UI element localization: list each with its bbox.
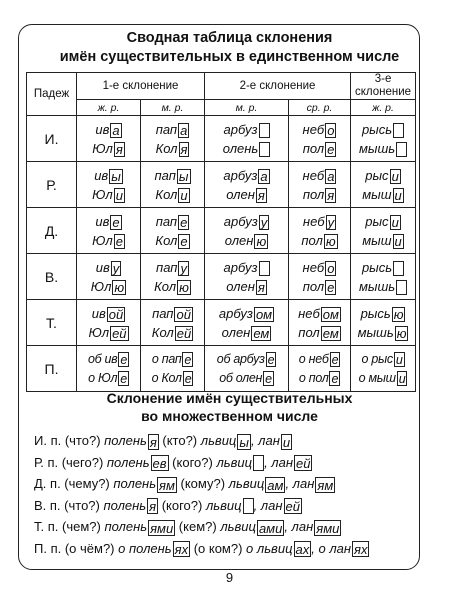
- word-form: [77, 166, 140, 185]
- ending-box: ам: [267, 477, 284, 493]
- word-stem: , лан: [264, 454, 294, 470]
- case-question: (кого?): [158, 497, 206, 513]
- word-cell: [141, 254, 205, 300]
- word-stem: неб: [302, 121, 325, 137]
- ending-box: [259, 123, 270, 138]
- ending-box: и: [391, 168, 399, 184]
- case-question: Р. п. (чего?): [34, 454, 107, 470]
- word-stem: Кол: [155, 186, 178, 202]
- word-stem: арбуз: [223, 213, 258, 229]
- word-stem: львиц: [228, 476, 265, 491]
- case-question: И. п. (что?): [34, 433, 105, 448]
- word-form: [351, 323, 415, 342]
- ending-box: и: [391, 214, 399, 230]
- ending-box: ах: [295, 542, 310, 558]
- ending-box: ю: [396, 325, 407, 341]
- word-form: [205, 369, 288, 388]
- word-form: [205, 166, 288, 185]
- ending-box: ой: [176, 306, 191, 322]
- word-stem: рыс: [365, 213, 389, 229]
- word-cell: [289, 162, 351, 208]
- word-form: [77, 258, 140, 277]
- word-form: [141, 212, 204, 231]
- ending-box: а: [180, 122, 188, 138]
- word-stem: о рыс: [361, 351, 393, 366]
- decl1-header: 1-е склонение: [77, 73, 205, 100]
- word-form: [289, 369, 350, 388]
- ending-box: [253, 455, 264, 471]
- ending-box: ом: [255, 306, 273, 322]
- word-form: [351, 231, 415, 250]
- gender-header: ж. р.: [77, 100, 141, 116]
- ending-box: е: [184, 352, 192, 367]
- word-form: [205, 231, 288, 250]
- plural-line: [34, 516, 414, 538]
- ending-box: о: [327, 122, 335, 138]
- ending-box: ев: [152, 456, 167, 472]
- ending-box: ем: [253, 325, 270, 341]
- word-stem: рысь: [360, 305, 391, 321]
- word-cell: [205, 254, 289, 300]
- ending-box: е: [180, 214, 188, 230]
- ending-box: ю: [325, 233, 336, 249]
- word-cell: [141, 208, 205, 254]
- word-stem: олен: [221, 324, 251, 340]
- word-cell: [77, 208, 141, 254]
- word-stem: , о лан: [311, 540, 352, 556]
- case-question: Т. п. (чем?): [34, 519, 105, 534]
- case-label: В.: [27, 254, 77, 300]
- ending-box: ами: [258, 520, 283, 536]
- ending-box: ях: [354, 542, 368, 558]
- ending-box: ей: [112, 325, 127, 341]
- ending-box: [396, 142, 407, 157]
- ending-box: и: [115, 187, 123, 203]
- word-cell: [205, 162, 289, 208]
- ending-box: [393, 261, 404, 276]
- word-stem: о пол: [298, 370, 329, 385]
- word-stem: пол: [302, 140, 325, 156]
- word-form: [289, 139, 350, 158]
- word-stem: пап: [156, 259, 178, 275]
- ending-box: я: [149, 499, 157, 515]
- word-cell: [141, 162, 205, 208]
- word-stem: Юл: [88, 324, 110, 340]
- word-stem: мыш: [362, 186, 392, 202]
- word-form: [351, 120, 415, 139]
- case-question: Д. п. (чему?): [34, 476, 114, 491]
- word-stem: об арбуз: [216, 351, 265, 366]
- word-form: [141, 166, 204, 185]
- ending-box: ям: [317, 477, 334, 493]
- word-cell: [205, 116, 289, 162]
- ending-box: е: [120, 352, 128, 367]
- plural-title-line2: во множественном числе: [141, 408, 318, 424]
- word-stem: Юл: [92, 140, 113, 156]
- word-form: [205, 185, 288, 204]
- word-form: [289, 231, 350, 250]
- word-stem: , лан: [284, 519, 314, 534]
- word-cell: [141, 346, 205, 392]
- plural-line: [34, 473, 414, 495]
- ending-box: я: [180, 141, 188, 157]
- word-stem: , лан: [285, 476, 315, 491]
- plural-declension-list: [34, 430, 414, 559]
- plural-line: [34, 452, 414, 474]
- ending-box: я: [115, 141, 123, 157]
- ending-box: ой: [108, 306, 124, 322]
- case-question: (кем?): [175, 519, 221, 534]
- ending-box: у: [180, 260, 187, 276]
- word-stem: о Кол: [151, 370, 182, 385]
- word-form: [77, 304, 140, 323]
- ending-box: и: [395, 352, 403, 367]
- word-stem: Кол: [154, 278, 177, 294]
- word-stem: арбуз: [218, 305, 253, 321]
- word-stem: олен: [224, 232, 254, 248]
- word-stem: мышь: [357, 324, 394, 340]
- word-form: [205, 350, 288, 369]
- word-form: [289, 258, 350, 277]
- word-cell: [351, 254, 416, 300]
- word-stem: ив: [91, 305, 106, 321]
- word-stem: рыс: [365, 167, 389, 183]
- gender-header: ср. р.: [289, 100, 351, 116]
- word-form: [205, 120, 288, 139]
- declension-table: [26, 72, 416, 392]
- word-form: [141, 369, 204, 388]
- word-form: [77, 212, 140, 231]
- ending-box: у: [327, 214, 335, 230]
- table-row: [27, 346, 416, 392]
- word-stem: неб: [298, 305, 320, 321]
- ending-box: е: [115, 233, 123, 249]
- ending-box: ю: [114, 279, 125, 295]
- decl3-header: 3-е склонение: [351, 73, 416, 100]
- word-cell: [205, 300, 289, 346]
- word-form: [351, 304, 415, 323]
- word-cell: [289, 208, 351, 254]
- word-stem: львиц: [205, 497, 242, 513]
- word-form: [289, 166, 350, 185]
- word-stem: полень: [103, 497, 147, 513]
- ending-box: [243, 498, 254, 514]
- ending-box: е: [327, 141, 335, 157]
- word-stem: неб: [302, 167, 325, 183]
- ending-box: ей: [285, 499, 300, 515]
- word-form: [351, 350, 415, 369]
- word-form: [351, 185, 415, 204]
- plural-line: [34, 430, 414, 452]
- case-question: (кто?): [158, 433, 201, 448]
- ending-box: е: [265, 371, 272, 386]
- word-stem: о неб: [298, 351, 329, 366]
- word-form: [77, 185, 140, 204]
- word-form: [141, 120, 204, 139]
- word-cell: [77, 254, 141, 300]
- word-form: [205, 258, 288, 277]
- word-stem: мыш: [362, 232, 392, 248]
- ending-box: ями: [316, 520, 340, 536]
- word-stem: Кол: [155, 232, 178, 248]
- word-stem: олен: [226, 278, 255, 294]
- case-question: (кому?): [176, 476, 229, 491]
- table-row: [27, 208, 416, 254]
- word-stem: Юл: [92, 186, 113, 202]
- word-stem: ив: [95, 121, 110, 137]
- word-cell: [141, 116, 205, 162]
- word-stem: пап: [154, 167, 176, 183]
- word-form: [77, 323, 140, 342]
- word-stem: Кол: [155, 140, 178, 156]
- ending-box: а: [112, 122, 120, 138]
- ending-box: я: [149, 434, 157, 450]
- word-stem: львиц: [200, 433, 237, 448]
- table-title-line2: имён существительных в единственном числе: [59, 49, 400, 65]
- ending-box: я: [327, 187, 335, 203]
- word-stem: об ив: [87, 351, 118, 366]
- table-title-line1: Сводная таблица склонения: [126, 30, 333, 46]
- word-form: [77, 120, 140, 139]
- word-stem: арбуз: [223, 167, 258, 183]
- ending-box: а: [260, 168, 268, 184]
- case-label: И.: [27, 116, 77, 162]
- word-form: [289, 277, 350, 296]
- word-form: [141, 258, 204, 277]
- word-form: [141, 231, 204, 250]
- word-stem: львиц: [220, 519, 256, 534]
- word-stem: арбуз: [223, 259, 258, 275]
- word-form: [351, 166, 415, 185]
- word-form: [77, 231, 140, 250]
- case-label: П.: [27, 346, 77, 392]
- table-row: [27, 300, 416, 346]
- ending-box: и: [282, 434, 291, 450]
- ending-box: и: [398, 371, 406, 386]
- case-label: Р.: [27, 162, 77, 208]
- ending-box: е: [120, 371, 127, 386]
- ending-box: е: [331, 371, 339, 386]
- case-label: Д.: [27, 208, 77, 254]
- ending-box: е: [180, 233, 188, 249]
- ending-box: ю: [256, 233, 267, 249]
- ending-box: е: [184, 371, 192, 386]
- word-stem: мышь: [358, 278, 396, 294]
- ending-box: ы: [239, 434, 249, 450]
- word-cell: [289, 254, 351, 300]
- word-stem: пол: [298, 324, 320, 340]
- word-form: [77, 369, 140, 388]
- ending-box: ях: [174, 542, 189, 558]
- gender-header: м. р.: [205, 100, 289, 116]
- ending-box: ей: [296, 456, 311, 472]
- word-stem: пап: [152, 305, 174, 321]
- word-form: [289, 212, 350, 231]
- word-cell: [289, 300, 351, 346]
- word-cell: [205, 208, 289, 254]
- ending-box: ями: [150, 520, 174, 536]
- word-form: [289, 185, 350, 204]
- word-form: [351, 369, 415, 388]
- word-form: [205, 304, 288, 323]
- word-stem: неб: [302, 259, 325, 275]
- word-stem: пап: [155, 121, 178, 137]
- word-form: [141, 277, 204, 296]
- word-form: [141, 139, 204, 158]
- ending-box: я: [257, 187, 265, 203]
- word-form: [289, 323, 350, 342]
- ending-box: и: [394, 233, 402, 249]
- word-form: [77, 350, 140, 369]
- page-number: 9: [225, 570, 234, 585]
- word-stem: ив: [95, 213, 110, 229]
- word-stem: ив: [94, 167, 109, 183]
- word-form: [77, 277, 140, 296]
- word-stem: о львиц: [246, 540, 293, 556]
- plural-line: [34, 538, 414, 560]
- word-stem: полень: [104, 519, 148, 534]
- ending-box: е: [331, 352, 339, 367]
- ending-box: ю: [393, 306, 404, 322]
- word-stem: Юл: [90, 278, 112, 294]
- word-cell: [77, 162, 141, 208]
- case-label: Т.: [27, 300, 77, 346]
- ending-box: [393, 123, 404, 138]
- ending-box: ей: [176, 325, 192, 341]
- case-question: В. п. (что?): [34, 497, 104, 513]
- word-cell: [351, 116, 416, 162]
- word-stem: пол: [301, 232, 323, 248]
- ending-box: е: [112, 214, 120, 230]
- word-form: [141, 350, 204, 369]
- ending-box: ы: [111, 168, 121, 184]
- word-stem: полень: [106, 454, 150, 470]
- word-form: [351, 277, 415, 296]
- word-form: [77, 139, 140, 158]
- word-stem: о пап: [151, 351, 182, 366]
- word-cell: [77, 116, 141, 162]
- table-row: [27, 116, 416, 162]
- ending-box: [259, 261, 270, 276]
- word-stem: , лан: [253, 497, 283, 513]
- word-stem: о полень: [118, 540, 172, 556]
- plural-title-line1: Склонение имён существительных: [106, 390, 353, 406]
- word-form: [289, 304, 350, 323]
- ending-box: ы: [178, 168, 189, 184]
- word-stem: рысь: [361, 121, 393, 137]
- word-stem: Кол: [151, 324, 174, 340]
- table-row: [27, 162, 416, 208]
- ending-box: и: [180, 187, 188, 203]
- ending-box: е: [267, 352, 275, 367]
- word-cell: [77, 346, 141, 392]
- ending-box: ям: [159, 477, 175, 493]
- word-cell: [205, 346, 289, 392]
- word-cell: [351, 208, 416, 254]
- word-stem: рысь: [361, 259, 393, 275]
- ending-box: а: [327, 168, 335, 184]
- word-form: [289, 120, 350, 139]
- word-stem: полень: [104, 433, 147, 448]
- word-stem: мышь: [358, 140, 396, 156]
- word-stem: полень: [113, 476, 157, 491]
- ending-box: ю: [179, 279, 189, 295]
- word-form: [351, 212, 415, 231]
- ending-box: ом: [322, 306, 339, 322]
- word-stem: пол: [302, 278, 325, 294]
- word-stem: львиц: [216, 454, 253, 470]
- decl2-header: 2-е склонение: [205, 73, 351, 100]
- word-cell: [351, 162, 416, 208]
- table-row: [27, 254, 416, 300]
- plural-line: [34, 495, 414, 517]
- word-form: [205, 277, 288, 296]
- word-stem: об олен: [219, 370, 263, 385]
- word-form: [205, 212, 288, 231]
- ending-box: [396, 280, 407, 295]
- ending-box: и: [394, 187, 402, 203]
- word-stem: олен: [226, 186, 255, 202]
- ending-box: я: [257, 279, 265, 295]
- ending-box: у: [112, 260, 120, 276]
- case-header: Падеж: [27, 73, 77, 116]
- case-question: (кого?): [168, 454, 217, 470]
- word-stem: неб: [302, 213, 325, 229]
- word-stem: пап: [155, 213, 178, 229]
- word-form: [351, 258, 415, 277]
- gender-header: ж. р.: [351, 100, 416, 116]
- ending-box: [259, 142, 270, 157]
- word-form: [141, 304, 204, 323]
- word-cell: [141, 300, 205, 346]
- word-form: [205, 139, 288, 158]
- word-stem: о Юл: [88, 370, 118, 385]
- ending-box: о: [327, 260, 335, 276]
- case-question: П. п. (о чём?): [34, 540, 119, 556]
- word-stem: олень: [222, 140, 259, 156]
- word-form: [289, 350, 350, 369]
- ending-box: е: [327, 279, 335, 295]
- word-cell: [289, 346, 351, 392]
- word-stem: пол: [302, 186, 325, 202]
- word-stem: Юл: [92, 232, 113, 248]
- gender-header: м. р.: [141, 100, 205, 116]
- ending-box: у: [260, 214, 268, 230]
- word-stem: ив: [95, 259, 110, 275]
- word-cell: [351, 300, 416, 346]
- word-cell: [289, 116, 351, 162]
- word-form: [141, 323, 204, 342]
- word-stem: арбуз: [223, 121, 258, 137]
- word-stem: , лан: [250, 433, 280, 448]
- case-question: (о ком?): [190, 540, 247, 556]
- word-cell: [77, 300, 141, 346]
- word-form: [205, 323, 288, 342]
- word-cell: [351, 346, 416, 392]
- word-stem: о мыш: [358, 370, 396, 385]
- word-form: [141, 185, 204, 204]
- ending-box: ем: [322, 325, 339, 341]
- word-form: [351, 139, 415, 158]
